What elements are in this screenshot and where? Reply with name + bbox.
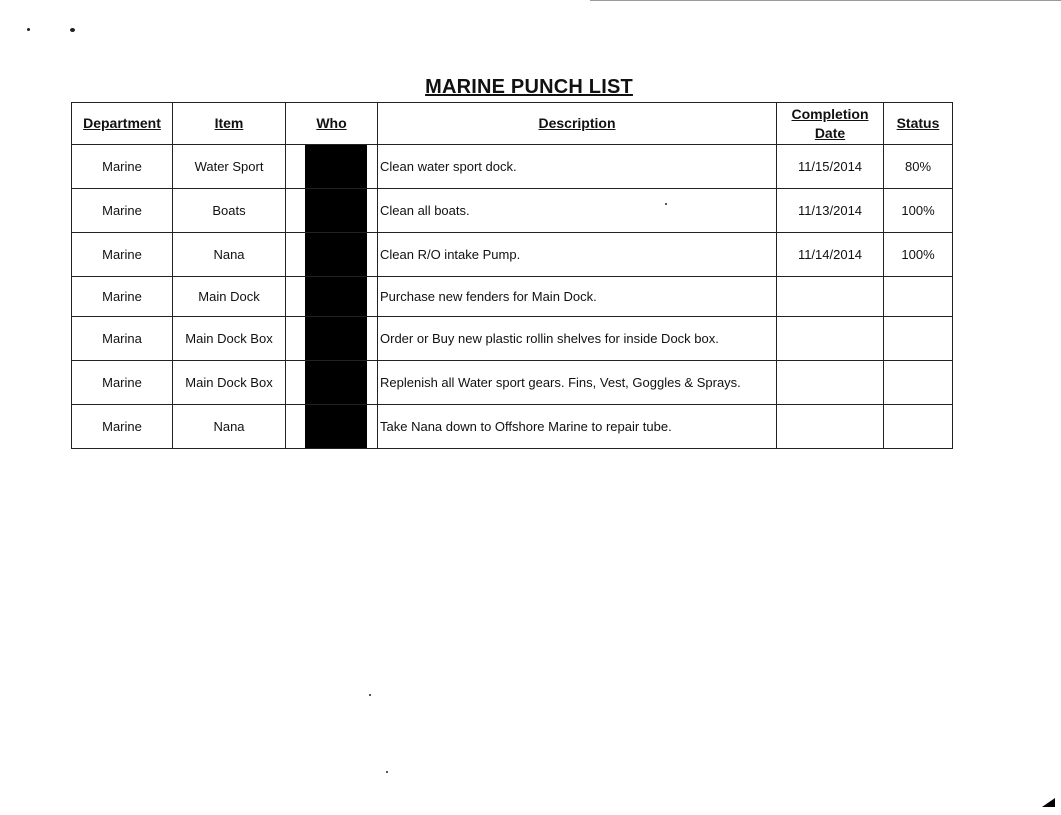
scan-edge-line — [590, 0, 1061, 1]
cell-status — [884, 361, 953, 405]
cell-item: Main Dock — [173, 277, 286, 317]
table-row — [72, 405, 953, 449]
cell-department: Marine — [72, 233, 173, 277]
redaction-block — [305, 361, 367, 405]
redaction-block — [305, 233, 367, 277]
column-header-item: Item — [173, 103, 286, 145]
cell-status — [884, 317, 953, 361]
cell-department: Marine — [72, 277, 173, 317]
cell-completion-date — [777, 405, 884, 449]
cell-status: 80% — [884, 145, 953, 189]
table-row — [72, 233, 953, 277]
cell-who — [286, 405, 378, 449]
cell-who — [286, 145, 378, 189]
scan-speck — [369, 694, 371, 696]
cell-item: Nana — [173, 405, 286, 449]
scan-speck — [70, 28, 75, 32]
scan-speck — [386, 771, 388, 773]
table-row — [72, 277, 953, 317]
cell-description: Purchase new fenders for Main Dock. — [378, 277, 777, 317]
cell-completion-date — [777, 277, 884, 317]
column-header-who: Who — [286, 103, 378, 145]
cell-status — [884, 277, 953, 317]
cell-description: Take Nana down to Offshore Marine to repair tube. — [378, 405, 777, 449]
redaction-block — [305, 189, 367, 233]
cell-department: Marine — [72, 145, 173, 189]
cell-who — [286, 317, 378, 361]
cell-status — [884, 405, 953, 449]
cell-item: Boats — [173, 189, 286, 233]
cell-completion-date — [777, 317, 884, 361]
cell-description: Clean all boats. — [378, 189, 777, 233]
redaction-block — [305, 405, 367, 449]
cell-status: 100% — [884, 233, 953, 277]
column-header-completion-date: Completion Date — [777, 103, 884, 145]
cell-description: Order or Buy new plastic rollin shelves for inside Dock box. — [378, 317, 777, 361]
cell-completion-date — [777, 361, 884, 405]
table-row — [72, 317, 953, 361]
table-row — [72, 189, 953, 233]
cell-who — [286, 233, 378, 277]
cell-department: Marine — [72, 405, 173, 449]
cell-department: Marina — [72, 317, 173, 361]
cell-who — [286, 189, 378, 233]
cell-who — [286, 361, 378, 405]
cell-item: Main Dock Box — [173, 317, 286, 361]
cell-department: Marine — [72, 189, 173, 233]
column-header-status: Status — [884, 103, 953, 145]
table-row — [72, 361, 953, 405]
cell-item: Water Sport — [173, 145, 286, 189]
document-title: MARINE PUNCH LIST — [425, 76, 633, 98]
redaction-block — [305, 145, 367, 189]
cell-completion-date: 11/15/2014 — [777, 145, 884, 189]
redaction-block — [305, 317, 367, 361]
table-row — [72, 145, 953, 189]
cell-completion-date: 11/14/2014 — [777, 233, 884, 277]
redaction-block — [305, 277, 367, 317]
cell-description: Clean R/O intake Pump. — [378, 233, 777, 277]
cell-completion-date: 11/13/2014 — [777, 189, 884, 233]
cell-status: 100% — [884, 189, 953, 233]
cell-description: Replenish all Water sport gears. Fins, Vest, Goggles & Sprays. — [378, 361, 777, 405]
column-header-department: Department — [72, 103, 173, 145]
cell-description: Clean water sport dock. — [378, 145, 777, 189]
header-row — [72, 103, 953, 145]
cell-department: Marine — [72, 361, 173, 405]
scan-corner-mark — [1042, 798, 1055, 807]
cell-item: Nana — [173, 233, 286, 277]
column-header-description: Description — [378, 103, 777, 145]
scan-speck — [27, 28, 30, 31]
cell-item: Main Dock Box — [173, 361, 286, 405]
cell-who — [286, 277, 378, 317]
punch-list-table — [71, 102, 953, 449]
